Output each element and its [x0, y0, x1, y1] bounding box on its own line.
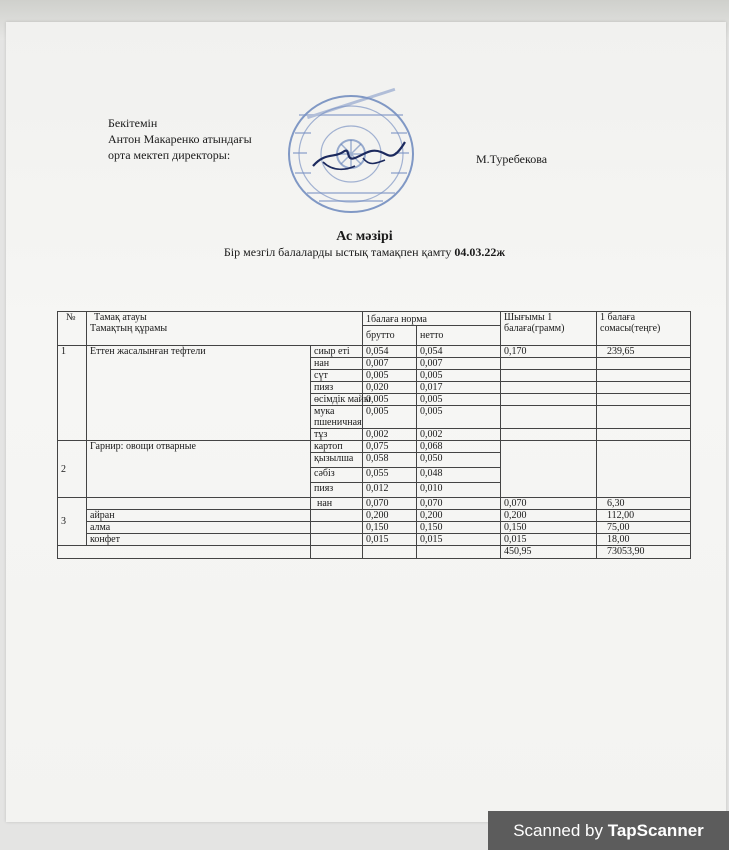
ingredient-brutto: 0,002 [363, 429, 417, 441]
dish-1-yield: 0,170 [501, 346, 597, 358]
ingredient-brutto: 0,020 [363, 382, 417, 394]
header-cost-one: 1 балаға сомасы(теңге) [597, 312, 691, 346]
item-yield: 0,200 [501, 510, 597, 522]
ingredient-netto: 0,017 [417, 382, 501, 394]
ingredient-name: сәбіз [311, 468, 363, 483]
item-brutto: 0,015 [363, 534, 417, 546]
ingredient-brutto: 0,055 [363, 468, 417, 483]
ingredient-brutto: 0,058 [363, 453, 417, 468]
ingredient-netto: 0,050 [417, 453, 501, 468]
watermark-prefix: Scanned by [513, 821, 608, 840]
dish-3-number: 3 [58, 498, 87, 546]
item-netto: 0,200 [417, 510, 501, 522]
ingredient-netto: 0,002 [417, 429, 501, 441]
ingredient-brutto: 0,070 [363, 498, 417, 510]
menu-table [57, 311, 691, 559]
dish-2-number: 2 [58, 441, 87, 498]
ingredient-name: картоп [311, 441, 363, 453]
item-netto: 0,015 [417, 534, 501, 546]
table-row [58, 522, 691, 534]
ingredient-brutto: 0,007 [363, 358, 417, 370]
dish-1-number: 1 [58, 346, 87, 441]
total-cost-162: 73053,90 [597, 546, 691, 559]
document-subtitle [0, 245, 729, 260]
ingredient-name: қызылша [311, 453, 363, 468]
ingredient-netto: 0,005 [417, 370, 501, 382]
table-row [58, 498, 691, 510]
header-yield: Шығымы 1 балаға(грамм) [501, 312, 597, 346]
ingredient-name: нан [311, 358, 363, 370]
header-dish-title: Тамақ атауы [94, 312, 147, 323]
total-cost-one: 450,95 [501, 546, 597, 559]
ingredient-netto: 0,068 [417, 441, 501, 453]
ingredient-name: тұз [311, 429, 363, 441]
header-dish-name [87, 312, 363, 346]
item-name: айран [87, 510, 311, 522]
item-netto: 0,150 [417, 522, 501, 534]
ingredient-name: нан [311, 498, 363, 510]
ingredient-brutto: 0,075 [363, 441, 417, 453]
table-row [58, 441, 691, 453]
approval-line-3: орта мектеп директоры: [108, 148, 231, 162]
ingredient-name: пияз [311, 382, 363, 394]
ingredient-name: сүт [311, 370, 363, 382]
item-cost-one: 6,30 [597, 498, 691, 510]
table-header-row [58, 312, 691, 326]
ingredient-brutto: 0,005 [363, 394, 417, 406]
document-title: Ас мәзірі [336, 229, 393, 244]
ingredient-brutto: 0,012 [363, 483, 417, 498]
ingredient-name: мука пшеничная [311, 406, 363, 429]
item-brutto: 0,200 [363, 510, 417, 522]
item-brutto: 0,150 [363, 522, 417, 534]
header-brutto: брутто [363, 326, 417, 346]
item-cost-one: 18,00 [597, 534, 691, 546]
ingredient-netto: 0,007 [417, 358, 501, 370]
item-yield: 0,150 [501, 522, 597, 534]
ingredient-netto: 0,048 [417, 468, 501, 483]
ingredient-brutto: 0,054 [363, 346, 417, 358]
ingredient-brutto: 0,005 [363, 370, 417, 382]
table-row [58, 510, 691, 522]
header-netto: нетто [417, 326, 501, 346]
approval-line-1: Бекітемін [108, 116, 158, 130]
ingredient-brutto: 0,005 [363, 406, 417, 429]
ingredient-netto: 0,005 [417, 394, 501, 406]
dish-2-name: Гарнир: овощи отварные [87, 441, 311, 498]
menu-date: 04.03.22ж [454, 245, 506, 259]
dish-1-name: Еттен жасалынған тефтели [87, 346, 311, 441]
ingredient-netto: 0,010 [417, 483, 501, 498]
ingredient-name: пияз [311, 483, 363, 498]
item-yield: 0,015 [501, 534, 597, 546]
item-cost-one: 112,00 [597, 510, 691, 522]
ingredient-netto: 0,070 [417, 498, 501, 510]
table-row [58, 346, 691, 358]
header-norm: 1балаға норма [363, 312, 501, 326]
ingredient-netto: 0,005 [417, 406, 501, 429]
watermark-brand: TapScanner [607, 821, 704, 840]
scanner-watermark [488, 811, 729, 850]
item-name: алма [87, 522, 311, 534]
dish-1-cost-one: 239,65 [597, 346, 691, 358]
item-name: конфет [87, 534, 311, 546]
ingredient-name: сиыр еті [311, 346, 363, 358]
header-no: № [58, 312, 87, 346]
total-row [58, 546, 691, 559]
school-seal-stamp [285, 92, 417, 216]
header-dish-composition: Тамақтың құрамы [90, 323, 168, 334]
ingredient-name: өсімдік майы [311, 394, 363, 406]
director-name: М.Туребекова [476, 152, 548, 166]
table-row [58, 534, 691, 546]
item-cost-one: 75,00 [597, 522, 691, 534]
subtitle-text: Бір мезгіл балаларды ыстық тамақпен қамту [223, 245, 452, 259]
approval-line-2: Антон Макаренко атындағы [108, 132, 252, 146]
ingredient-netto: 0,054 [417, 346, 501, 358]
item-yield: 0,070 [501, 498, 597, 510]
